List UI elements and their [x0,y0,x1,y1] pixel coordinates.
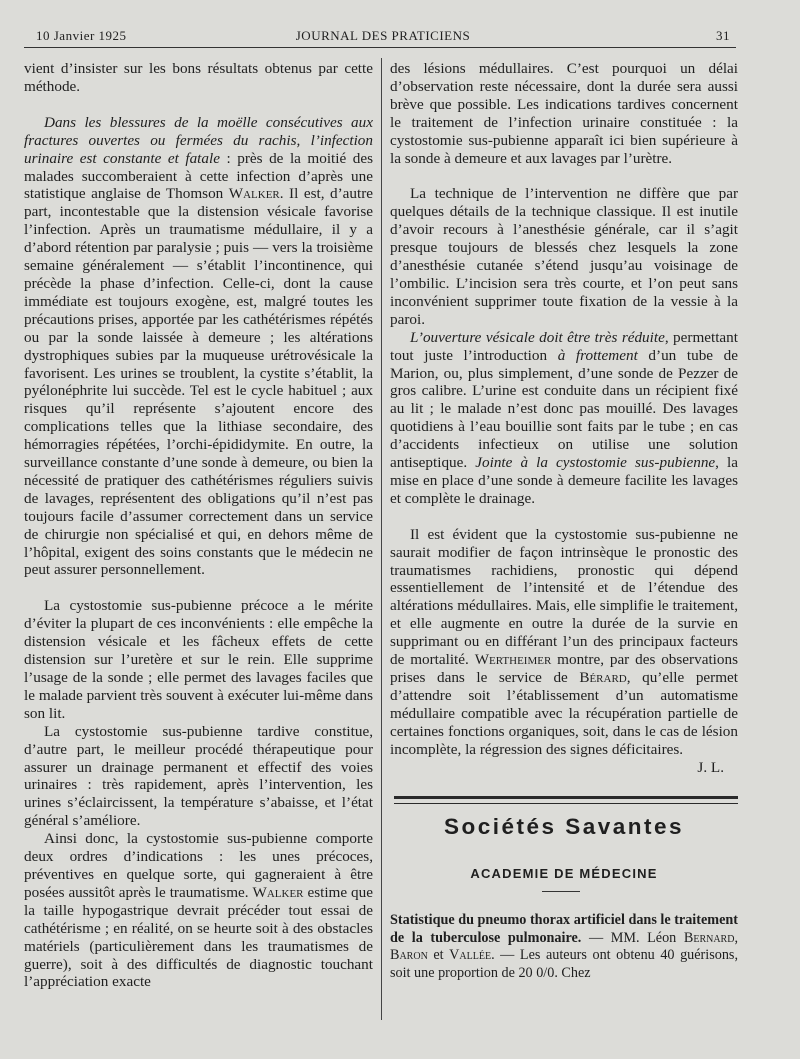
author-name-walker-2: Walker [252,883,304,901]
left-paragraph-5-text-a: Ainsi donc, la cystostomie sus-pubienne comporte deux ordres d’indications : les unes précoces, préventives en quelque sorte, qui gagneraient à être posées aussitôt après le traumatisme. [24,830,373,901]
header-rule [24,47,736,48]
abstract-separator-1: , [734,929,738,946]
right-paragraph-3 [390,329,738,508]
journal-title: JOURNAL DES PRATICIENS [295,28,471,43]
right-paragraph-2: La technique de l’intervention ne diffère que par quelques détails de la technique classique. Il est inutile d’avoir recours à l’anesthésie générale, car il s’agit presque toujours de blessés chez lesquels la zone d’anesthésie cutanée s’étend jusqu’au voisinage de l’ombilic. L’incision sera très courte, et l’on peut sans inconvénient supprimer toute fixation de la vessie à la paroi. [390,185,738,328]
author-name-bernard: Bernard [683,929,735,946]
right-paragraph-4 [390,526,738,759]
right-column [390,60,738,776]
right-paragraph-3-italic-c: Jointe à la cystostomie sus-pubienne [475,454,716,472]
right-paragraph-3-italic-a: L’ouverture vésicale doit être très réduite [410,328,665,346]
subsection-rule [542,891,580,892]
page-number: 31 [716,28,730,43]
left-paragraph-5-text-b: estime que la taille hypogastrique devrait précéder tout essai de cathétérisme ; en réalité, on se heurte soit à des obstacles matériels (particulièrement dans les traumatismes de guerre), soit à des difficultés de diagnostic touchant l’appréciation exacte [24,883,373,991]
abstract-entry [390,912,738,982]
left-paragraph-1: vient d’insister sur les bons résultats obtenus par cette méthode. [24,60,373,95]
left-paragraph-2-italic: Dans les blessures de la moëlle consécutives aux fractures ouvertes ou fermées du rachis, l’infection urinaire est constante et fatale [24,113,373,167]
right-paragraph-3-text-b: d’un tube de Marion, ou, plus simplement, d’une sonde de Pezzer de gros calibre. L’urine est conduite dans un récipient fixé au lit ; le malade n’est donc pas mouillé. Des lavages quotidiens à l’eau bouillie sont faits par le tube ; en cas d’accidents infectieux on utilise une solution antiseptique. [390,346,738,472]
author-name-wertheimer: Wertheimer [474,651,552,669]
author-name-walker: Walker [228,185,280,203]
left-paragraph-2 [24,114,373,580]
abstract-authors-prefix: — MM. Léon [581,929,684,946]
left-paragraph-2-text-b: . Il est, d’autre part, incontestable que la distension vésicale favorise l’infection. Après un traumatisme médullaire, il y a d’abord rétention par paralysie ; puis — vers la troisième semaine généralement — s’établit l’incontinence, qui précède la phase d’infection. Celle-ci, dont la cause immédiate est toujours exogène, est, malgré toutes les précautions prises, apportée par les cathétérismes répétés ou par la sonde laissée à demeure ; les altérations dystrophiques subies par la muqueuse urétrovésicale la favorisent. Les urines se troublent, la cystite s’établit, la pyélonéphrite lui succède. Tel est le cycle habituel ; aux risques qu’il représente s’ajoutent encore des complications telles que la lithiase secondaire, des hémorragies répétées, l’orchi-épididymite. En outre, la surveillance constante d’une sonde à demeure, ou bien la nécessité de pratiquer des cathétérismes réguliers suivis de lavages, représentent des obligations qu’il n’est pas toujours facile d’assumer correctement dans un service de chirurgie non spécialisé et qui, en dehors même de l’hôpital, exigent des soins constants que le médecin ne peut assurer personnellement. [24,185,373,579]
right-paragraph-3-text-a: , permettant tout juste l’introduction [390,328,738,364]
abstract-separator-2: et [427,947,450,964]
author-name-baron: Baron [390,947,428,964]
section-separator-rule [394,796,738,804]
left-paragraph-4: La cystostomie sus-pubienne tardive constitue, d’autre part, le meilleur procédé thérapeutique pour assurer un drainage permanent et effectif des voies urinaires : très rapidement, après l’intervention, les urines s’éclaircissent, la température s’abaisse, et l’état général s’améliore. [24,722,373,830]
left-paragraph-3: La cystostomie sus-pubienne précoce a le mérite d’éviter la plupart de ces inconvénients : elle empêche la distension vésicale et les fâcheux effets de cette distension sur l’uretère et sur le rein. Elle supprime l’usage de la sonde ; elle permet des lavages faciles que le malade parvient très souvent à exécuter lui-même dans son lit. [24,597,373,722]
left-column [24,60,373,991]
right-paragraph-4-text-a: Il est évident que la cystostomie sus-pubienne ne saurait modifier de façon intrinsèque le pronostic des traumatismes rachidiens, pronostic qui dépend essentiellement de l’intensité et de l’étendue des altérations médullaires. Mais, elle simplifie le traitement, et elle augmente en outre la durée de la survie en supprimant ou en différant l’un des principaux facteurs de mortalité. [390,525,738,669]
issue-date: 10 Janvier 1925 [36,28,127,43]
column-divider [381,58,382,1020]
section-title: Sociétés Savantes [443,814,685,839]
subsection-title: ACADEMIE DE MÉDECINE [470,866,658,881]
abstract-text: . — Les auteurs ont obtenu 40 guérisons, soit une proportion de 20 0/0. Chez [390,947,739,981]
right-paragraph-3-italic-b: à frottement [557,346,638,364]
right-paragraph-3-text-c: , la mise en place d’une sonde à demeure facilite les lavages et complète le drainage. [390,454,739,507]
author-name-vallee: Vallée [449,947,492,964]
author-name-berard: Bérard [579,669,627,686]
right-paragraph-4-text-b: montre, par des observations prises dans le service de [390,651,738,686]
left-paragraph-5 [24,830,373,991]
running-header [36,28,730,46]
right-paragraph-4-text-c: , qu’elle permet d’attendre soit l’établissement d’un automatisme médullaire compatible avec la récupération partielle de certaines fonctions organiques, soit, dans le cas de lésion incomplète, la régression des signes déficitaires. [390,669,738,758]
right-paragraph-1: des lésions médullaires. C’est pourquoi un délai d’observation reste nécessaire, dont la durée sera aussi brève que possible. Les indications tardives concernent le traitement de l’infection urinaire constituée : la cystostomie sus-pubienne apparaît ici bien supérieure à la sonde à demeure et aux lavages par l’urètre. [390,60,738,167]
left-paragraph-2-text-a: : près de la moitié des malades succomberaient à cette infection d’après une statistique anglaise de Thomson [24,149,374,203]
abstract-title: Statistique du pneumo thorax artificiel dans le traitement de la tuberculose pulmonaire. [390,912,738,946]
article-signature: J. L. [697,758,724,776]
